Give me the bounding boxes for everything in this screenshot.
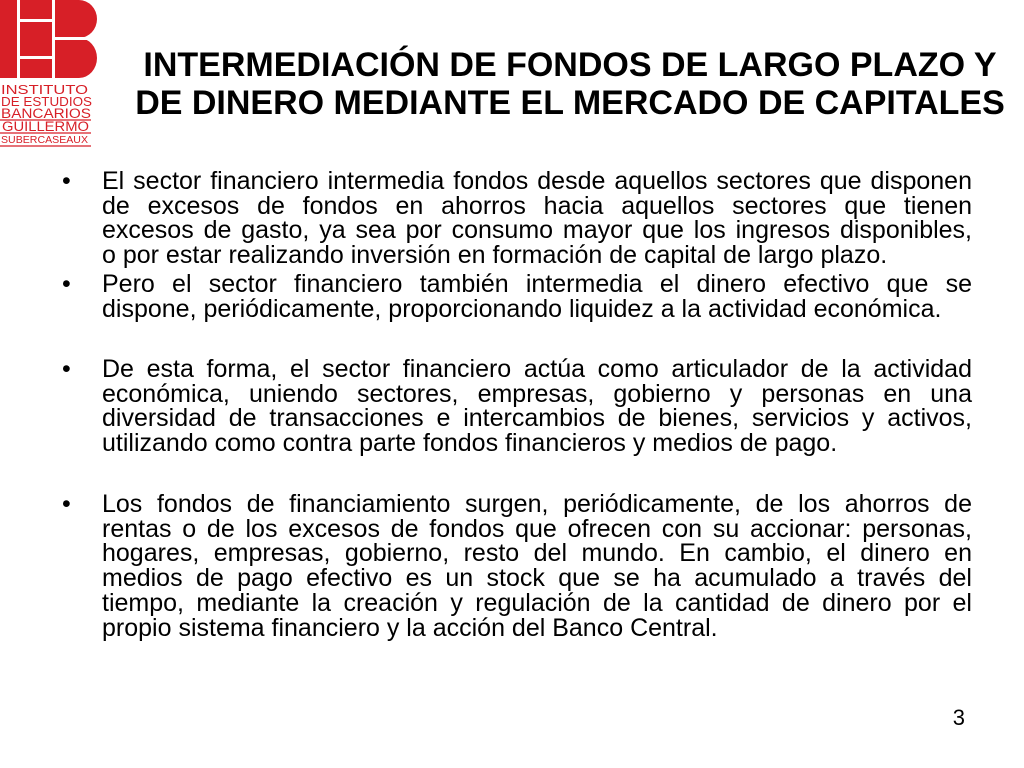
bullet-glyph: • [62, 167, 71, 195]
logo-text-line: BANCARIOS [1, 106, 91, 121]
bullet-text-line: dispone, periódicamente, proporcionando liquidez a la actividad económica. [102, 294, 942, 323]
bullet-item [62, 270, 972, 323]
bullet-item [62, 167, 972, 270]
bullet-text-line: rentas o de los excesos de fondos que ofrecen con su accionar: personas, [102, 514, 972, 543]
bullet-item [62, 490, 972, 642]
bullet-text-line: Pero el sector financiero también intermedia el dinero efectivo que se [102, 270, 972, 298]
bullet-text-line: económica, uniendo sectores, empresas, gobierno y personas en una [102, 379, 972, 408]
logo-text-line: DE ESTUDIOS [1, 94, 93, 109]
bullet-text-line: excesos de gasto, ya sea por consumo mayor que los ingresos disponibles, [102, 216, 972, 245]
bullet-glyph: • [62, 270, 71, 298]
bullet-text-line: De esta forma, el sector financiero actúa como articulador de la actividad [102, 355, 972, 383]
bullet-glyph: • [62, 490, 71, 518]
bullet-glyph: • [62, 355, 71, 383]
bullet-text-line: utilizando como contra parte fondos financieros y medios de pago. [102, 429, 838, 458]
bullet-text-line: o por estar realizando inversión en formación de capital de largo plazo. [102, 241, 888, 270]
logo-mark [0, 0, 100, 78]
page-number: 3 [952, 705, 965, 730]
bullet-text-line: medios de pago efectivo es un stock que se ha acumulado a través del [102, 564, 972, 593]
bullet-text-line: El sector financiero intermedia fondos desde aquellos sectores que disponen [102, 167, 972, 195]
title-line: INTERMEDIACIÓN DE FONDOS DE LARGO PLAZO Y [143, 46, 997, 84]
logo-text-line: SUBERCASEAUX [1, 134, 88, 146]
bullet-text-line: propio sistema financiero y la acción del Banco Central. [102, 613, 718, 642]
bullet-text-line: de excesos de fondos en ahorros hacia aquellos sectores que tienen [102, 191, 972, 220]
bullet-text-line: Los fondos de financiamiento surgen, periódicamente, de los ahorros de [102, 490, 972, 518]
bullet-text-line: hogares, empresas, gobierno, resto del mundo. En cambio, el dinero en [102, 539, 972, 568]
bullet-text-line: diversidad de transacciones e intercambios de bienes, servicios y activos, [102, 404, 972, 433]
slide-title [120, 46, 1020, 122]
title-line: DE DINERO MEDIANTE EL MERCADO DE CAPITALES [135, 84, 1005, 122]
logo-text-line: GUILLERMO [2, 119, 89, 134]
logo-text-line: INSTITUTO [1, 82, 88, 97]
bullet-item [62, 355, 972, 458]
bullet-text-line: tiempo, mediante la creación y regulación de la cantidad de dinero por el [102, 588, 972, 617]
logo [0, 0, 100, 150]
